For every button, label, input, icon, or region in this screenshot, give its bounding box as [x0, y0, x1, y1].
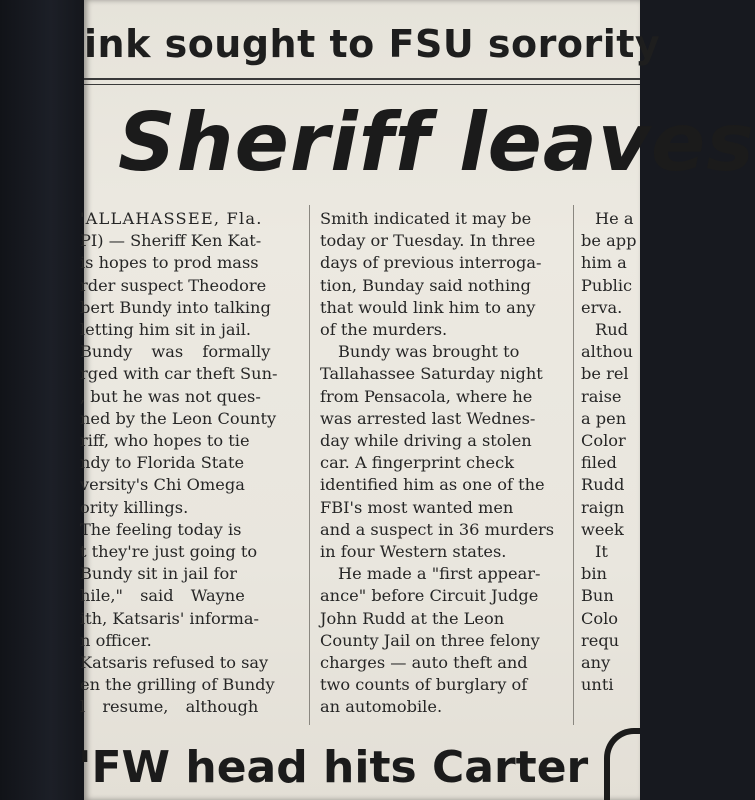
text-line: an automobile.: [320, 697, 443, 717]
article-column-3: [581, 208, 651, 696]
text-line: today or Tuesday. In three: [320, 231, 536, 251]
text-line: ance" before Circuit Judge: [320, 586, 539, 606]
headline-rule: [84, 78, 640, 80]
text-line: en the grilling of Bundy: [80, 675, 275, 695]
text-line: was arrested last Wednes-: [320, 408, 536, 428]
text-line: raise: [581, 386, 622, 406]
text-line: in four Western states.: [320, 542, 507, 562]
text-line: t they're just going to: [80, 542, 258, 562]
text-line: versity's Chi Omega: [80, 475, 245, 495]
text-line: is hopes to prod mass: [80, 253, 259, 273]
article-column-2: [320, 208, 570, 719]
text-line: tion, Bunday said nothing: [320, 275, 531, 295]
text-line: Tallahassee Saturday night: [320, 364, 543, 384]
text-line: Color: [581, 431, 626, 451]
partial-letter-fragment: [604, 728, 640, 800]
text-line: filed: [581, 453, 617, 473]
text-line: week: [581, 519, 624, 539]
text-line: from Pensacola, where he: [320, 386, 533, 406]
text-line: ith, Katsaris' informa-: [80, 608, 259, 628]
text-line: riff, who hopes to tie: [80, 431, 250, 451]
text-line: ority killings.: [80, 497, 189, 517]
text-line: letting him sit in jail.: [80, 320, 252, 340]
text-line: PI) — Sheriff Ken Kat-: [80, 231, 262, 251]
text-line: two counts of burglary of: [320, 675, 528, 695]
text-line: Bundy was formally: [80, 342, 271, 362]
text-line: County Jail on three felony: [320, 630, 540, 650]
text-line: Public: [581, 275, 633, 295]
text-line: hile," said Wayne: [80, 586, 245, 606]
text-line: althou: [581, 342, 633, 362]
text-line: Bun: [581, 586, 614, 606]
text-line: Colo: [581, 608, 619, 628]
text-line: and a suspect in 36 murders: [320, 519, 555, 539]
text-line: bin: [581, 564, 607, 584]
text-line: any: [581, 653, 611, 673]
text-line: John Rudd at the Leon: [320, 608, 505, 628]
text-line: bert Bundy into talking: [80, 297, 271, 317]
newspaper-page: [78, 0, 755, 800]
text-line: Smith indicated it may be: [320, 209, 532, 228]
text-line: that would link him to any: [320, 297, 536, 317]
text-line: Rudd: [581, 475, 625, 495]
text-line: He made a "first appear-: [338, 564, 541, 584]
text-line: rged with car theft Sun-: [80, 364, 278, 384]
binder-edge: [0, 0, 86, 800]
column-divider: [309, 205, 310, 725]
main-headline: Sheriff leaves: [118, 96, 755, 189]
text-line: unti: [581, 675, 614, 695]
text-line: identified him as one of the: [320, 475, 545, 495]
text-line: Rud: [595, 320, 628, 340]
text-line: of the murders.: [320, 320, 448, 340]
text-line: rder suspect Theodore: [80, 275, 267, 295]
text-line: be rel: [581, 364, 629, 384]
text-line: FBI's most wanted men: [320, 497, 514, 517]
text-line: It: [595, 542, 608, 562]
text-line: ned by the Leon County: [80, 408, 277, 428]
text-line: ndy to Florida State: [80, 453, 245, 473]
text-line: him a: [581, 253, 627, 273]
text-line: The feeling today is: [80, 519, 242, 539]
bottom-headline: 'FW head hits Carter: [78, 742, 589, 793]
text-line: Bundy was brought to: [338, 342, 520, 362]
text-line: l resume, although: [80, 697, 259, 717]
text-line: , but he was not ques-: [80, 386, 261, 406]
text-line: requ: [581, 630, 620, 650]
text-line: erva.: [581, 297, 623, 317]
text-line: day while driving a stolen: [320, 431, 532, 451]
text-line: be app: [581, 231, 637, 251]
column-divider: [573, 205, 574, 725]
text-line: days of previous interroga-: [320, 253, 542, 273]
headline-rule-thin: [84, 84, 640, 85]
text-line: a pen: [581, 408, 627, 428]
text-line: n officer.: [80, 630, 152, 650]
text-line: charges — auto theft and: [320, 653, 528, 673]
text-line: Katsaris refused to say: [80, 653, 269, 673]
text-line: Bundy sit in jail for: [80, 564, 237, 584]
text-line: car. A fingerprint check: [320, 453, 515, 473]
text-line: 'ALLAHASSEE, Fla.: [80, 209, 263, 228]
text-line: He a: [595, 209, 634, 228]
article-column-1: [80, 208, 298, 719]
text-line: raign: [581, 497, 625, 517]
kicker-headline: ink sought to FSU sorority: [84, 22, 661, 66]
